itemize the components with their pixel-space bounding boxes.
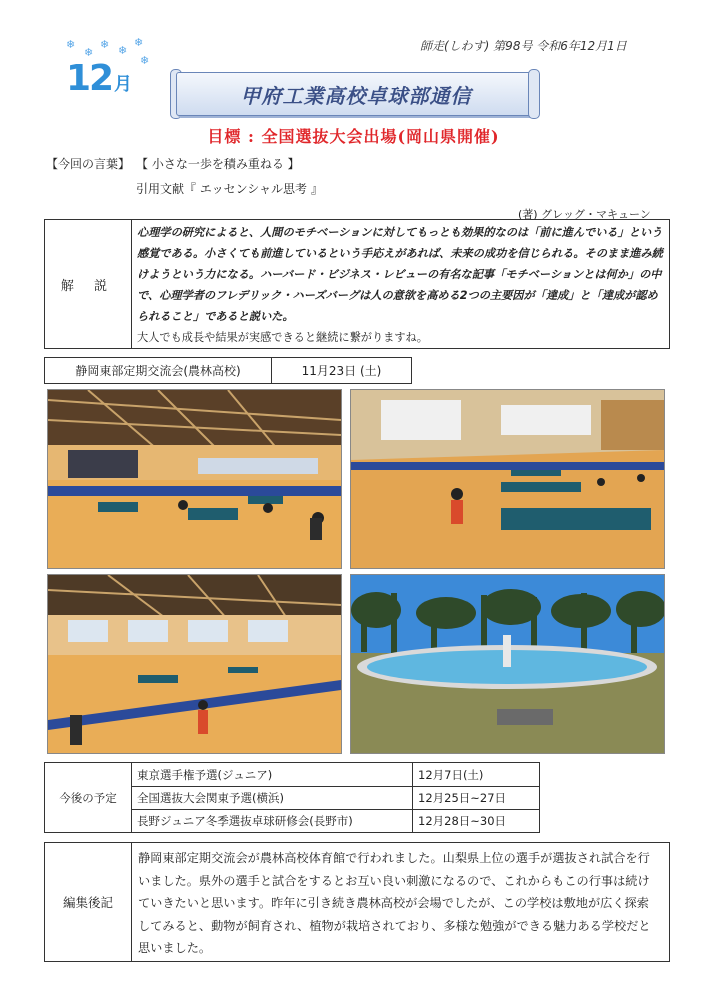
event-name: 静岡東部定期交流会(農林高校) xyxy=(45,358,272,383)
photo-fountain xyxy=(350,574,665,754)
newsletter-title-banner xyxy=(176,72,536,116)
event-date: 11月23日 (土) xyxy=(301,364,382,378)
schedule-box xyxy=(44,762,540,833)
goal-heading: 目標 : 全国選抜大会出場(岡山県開催) xyxy=(207,127,500,146)
month-kanji: 月 xyxy=(114,74,132,95)
postscript-label: 編集後記 xyxy=(45,843,132,961)
photo-gym-3 xyxy=(47,574,342,754)
photo-gym-2 xyxy=(350,389,665,569)
commentary-box xyxy=(44,219,670,349)
snowflake-icon: ❄ xyxy=(134,36,144,49)
event-box xyxy=(44,357,412,384)
snowflake-icon: ❄ xyxy=(66,38,76,51)
author-line: (著) グレッグ・マキューン xyxy=(518,208,651,221)
schedule-item-name: 全国選抜大会関東予選(横浜) xyxy=(137,791,284,805)
words-label: 【今回の言葉】 xyxy=(46,157,131,171)
schedule-item-name: 長野ジュニア冬季選抜卓球研修会(長野市) xyxy=(137,814,353,828)
commentary-label: 解 説 xyxy=(45,220,132,348)
photo-gym-1 xyxy=(47,389,342,569)
commentary-plain-text: 大人でも成長や結果が実感できると継続に繋がりますね。 xyxy=(137,331,428,344)
words-quote: 【 小さな一歩を積み重ねる 】 xyxy=(136,157,300,171)
newsletter-title: 甲府工業高校卓球部通信 xyxy=(240,84,472,108)
month-number: 12 xyxy=(66,58,113,99)
schedule-row xyxy=(132,763,539,787)
scroll-right-end xyxy=(528,69,540,119)
postscript-body: 静岡東部定期交流会が農林高校体育館で行われました。山梨県上位の選手が選抜され試合を行いました。県外の選手と試合をするとお互い良い刺激になるので、これからもこの行事は続けていきたいと思います。昨年に引き続き農林高校が会場でしたが、この学校は敷地が広く探索してみると、動物が飼育され、植物が栽培されており、多様な勉強ができる魅力ある学校だと思いました。 xyxy=(138,851,651,955)
snowflake-icon: ❄ xyxy=(140,54,150,67)
commentary-body xyxy=(137,222,663,348)
schedule-row xyxy=(132,786,539,810)
snowflake-icon: ❄ xyxy=(100,38,110,51)
snowflake-icon: ❄ xyxy=(118,44,128,57)
schedule-item-date: 12月28日~30日 xyxy=(412,809,538,832)
schedule-row xyxy=(132,809,539,832)
issue-line: 師走(しわす) 第98号 令和6年12月1日 xyxy=(420,39,627,53)
schedule-item-date: 12月7日(土) xyxy=(412,763,538,786)
schedule-item-name: 東京選手権予選(ジュニア) xyxy=(137,768,273,782)
commentary-bold-text: 心理学の研究によると、人間のモチベーションに対してもっとも効果的なのは「前に進んでいる」という感覚である。小さくても前進しているという手応えがあれば、未来の成功を信じられる。そのまま進み続けようという力になる。ハーバード・ビジネス・レビューの有名な記事「モチベーションとは何か」の中で、心理学者のフレデリック・ハーズバーグは人の意欲を高める2つの主要因が「達成」と「達成が認められること」であると説いた。 xyxy=(137,226,663,323)
schedule-item-date: 12月25日~27日 xyxy=(412,786,538,809)
schedule-label: 今後の予定 xyxy=(45,763,132,832)
snowflake-icon: ❄ xyxy=(84,46,94,59)
postscript-box xyxy=(44,842,670,962)
reference-line: 引用文献『 エッセンシャル思考 』 xyxy=(136,182,323,196)
